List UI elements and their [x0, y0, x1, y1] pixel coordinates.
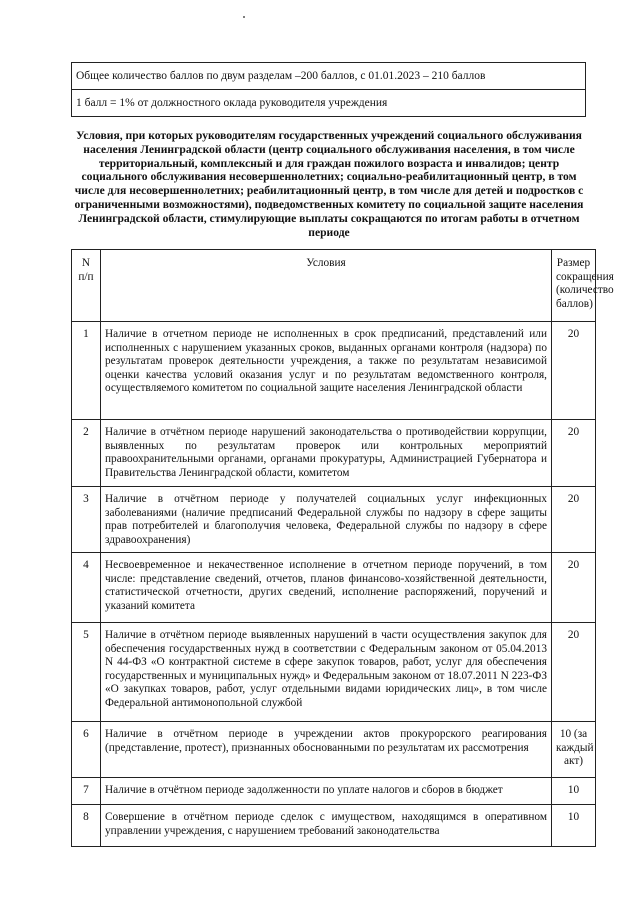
row-condition: Несвоевременное и некачественное исполнение в отчетном периоде поручений, в том числе: представление сведений, отчетов, планов финансово-хозяйственной деятельности, статистической отчетности, других сведений, исполнение распоряжений, поручений и указаний комитета	[101, 553, 552, 623]
table-row	[72, 553, 596, 623]
conditions-table	[71, 249, 614, 847]
row-score: 10 (за каждый акт)	[552, 722, 596, 778]
header-conditions: Условия	[101, 250, 552, 322]
row-condition: Наличие в отчётном периоде нарушений законодательства о противодействии коррупции, выявленных по результатам проверок или контрольных мероприятий правоохранительными органами, органами прокуратуры, Администрацией Губернатора и Правительства Ленинградской области, комитетом	[101, 420, 552, 487]
row-condition: Наличие в отчетном периоде не исполненных в срок предписаний, представлений или исполненных с нарушением указанных сроков, выданных органами контроля (надзора) по результатам проверок деятельности учреждения, а также по результатам независимой оценки качества условий оказания услуг и по результатам ведомственного контроля, осуществляемого комитетом по социальной защите населения Ленинградской области	[101, 322, 552, 420]
summary-row-point	[72, 90, 586, 117]
table-header-row	[72, 250, 596, 322]
row-num: 4	[72, 553, 101, 623]
row-num: 5	[72, 623, 101, 722]
row-condition: Наличие в отчётном периоде задолженности по уплате налогов и сборов в бюджет	[101, 778, 552, 805]
summary-table	[71, 62, 586, 117]
row-condition: Наличие в отчётном периоде выявленных нарушений в части осуществления закупок для обеспечения государственных нужд в соответствии с Федеральным законом от 05.04.2013 N 44-ФЗ «О контрактной системе в сфере закупок товаров, работ, услуг для обеспечения государственных и муниципальных нужд» и Федеральным законом от 18.07.2011 N 223-ФЗ «О закупках товаров, работ, услуг отдельными видами юридических лиц», в том числе Федеральной антимонопольной службой	[101, 623, 552, 722]
row-condition: Совершение в отчётном периоде сделок с имуществом, находящимся в оперативном управлении учреждения, с нарушением требований законодательства	[101, 805, 552, 847]
row-score: 10	[552, 778, 596, 805]
table-row	[72, 420, 596, 487]
row-score: 10	[552, 805, 596, 847]
table-row	[72, 805, 596, 847]
row-num: 6	[72, 722, 101, 778]
header-score: Размер сокращения (количество баллов)	[552, 250, 596, 322]
row-score: 20	[552, 487, 596, 553]
row-num: 1	[72, 322, 101, 420]
table-row	[72, 623, 596, 722]
row-num: 2	[72, 420, 101, 487]
table-row	[72, 487, 596, 553]
row-condition: Наличие в отчётном периоде у получателей социальных услуг инфекционных заболеваниями (наличие предписаний Федеральной службы по надзору в сфере защиты прав потребителей и благополучия человека, Федеральной службы по надзору в сфере здравоохранения)	[101, 487, 552, 553]
total-score-text: Общее количество баллов по двум разделам –200 баллов, с 01.01.2023 – 210 баллов	[72, 63, 586, 90]
row-condition: Наличие в отчётном периоде в учреждении актов прокурорского реагирования (представление, протест), признанных обоснованными по результатам их рассмотрения	[101, 722, 552, 778]
row-score: 20	[552, 322, 596, 420]
row-num: 7	[72, 778, 101, 805]
summary-row-total	[72, 63, 586, 90]
row-score: 20	[552, 623, 596, 722]
scan-speck	[243, 16, 245, 18]
table-row	[72, 722, 596, 778]
point-value-text: 1 балл = 1% от должностного оклада руководителя учреждения	[72, 90, 586, 117]
row-num: 3	[72, 487, 101, 553]
table-row	[72, 322, 596, 420]
row-score: 20	[552, 420, 596, 487]
section-heading: Условия, при которых руководителям государственных учреждений социального обслуживания населения Ленинградской области (центр социального обслуживания населения, в том числе территориальный, комплексный и для граждан пожилого возраста и инвалидов; центр социального обслуживания несовершеннолетних; социально-реабилитационный центр, в том числе для несовершеннолетних; реабилитационный центр, в том числе для детей и подростков с ограниченными возможностями), подведомственных комитету по социальной защите населения Ленинградской области, стимулирующие выплаты сокращаются по итогам работы в отчетном периоде	[74, 129, 584, 239]
row-num: 8	[72, 805, 101, 847]
row-score: 20	[552, 553, 596, 623]
header-num: N п/п	[72, 250, 101, 322]
table-row	[72, 778, 596, 805]
